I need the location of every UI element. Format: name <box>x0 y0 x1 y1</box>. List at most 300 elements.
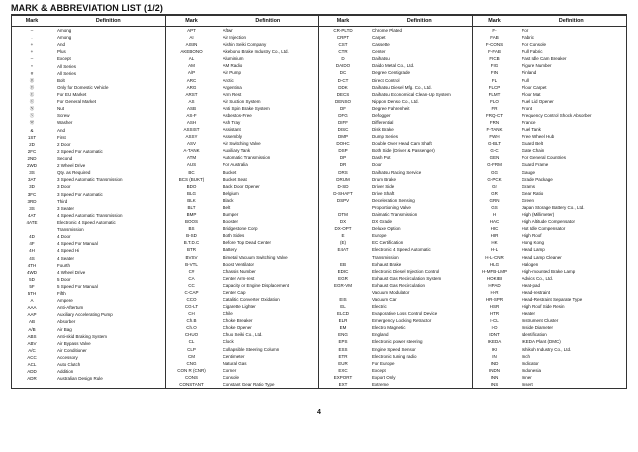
mark-cell: 4TH <box>27 262 37 268</box>
definition-cell: Anti-skid Braking System <box>57 333 108 339</box>
mark-cell: ASH <box>186 120 197 126</box>
mark-cell: HTR <box>489 311 500 317</box>
mark-cell: FLMT <box>488 91 501 97</box>
definition-cell: Assembly <box>222 134 243 140</box>
definition-cell: Free Wheel Hub <box>521 134 555 140</box>
definition-cell: Accessory <box>57 355 78 361</box>
mark-cell: APT <box>187 28 196 33</box>
mark-cell: CST <box>338 42 348 48</box>
mark-cell: DECS <box>336 91 350 97</box>
definition-cell: Bridgestone Corp <box>222 226 258 232</box>
definition-cell: Insert <box>521 381 533 387</box>
definition-cell: 5 Speed For Manual <box>57 283 98 289</box>
mark-cell: GEN <box>489 155 500 161</box>
definition-cell: Among <box>57 28 72 33</box>
definition-cell: Instrument Cluster <box>521 318 559 324</box>
mark-cell: HK <box>491 240 498 246</box>
definition-cell: Front <box>521 105 533 111</box>
definition-cell: Bimetal Vacuum Switching Valve <box>222 254 288 260</box>
definition-cell: For EU Market <box>57 91 87 97</box>
mark-cell <box>319 254 367 261</box>
definition-cell: Grams <box>521 183 535 189</box>
mark-cell: DC <box>339 70 347 76</box>
definition-cell: Ash Tray <box>222 120 241 126</box>
definition-cell: Halogen <box>521 261 539 267</box>
mark-cell: DP <box>339 155 347 161</box>
mark-cell: AAA <box>27 305 37 311</box>
mark-cell: FRQ-CT <box>486 112 503 118</box>
definition-cell: Arctic <box>222 77 234 83</box>
mark-cell: IN <box>492 353 497 359</box>
mark-cell: * <box>31 63 33 69</box>
mark-cell: Ⓓ <box>29 84 35 90</box>
definition-cell: Both Sides <box>222 233 245 239</box>
definition-cell: Among <box>57 35 72 41</box>
mark-cell: CA <box>188 275 195 281</box>
mark-cell: D <box>341 56 345 62</box>
mark-cell: G-PCK <box>487 176 502 182</box>
mark-cell: FICB <box>489 56 500 62</box>
definition-column <box>218 16 319 388</box>
mark-cell: CL <box>188 339 195 345</box>
mark-cell: Ch.B <box>186 318 197 324</box>
mark-cell: BLG <box>186 190 196 196</box>
mark-cell <box>319 289 367 296</box>
definition-cell: Australian Design Rule <box>57 376 103 382</box>
definition-cell: Export Only <box>372 374 396 380</box>
mark-cell: A/B <box>28 326 36 332</box>
definition-cell: Emergency Locking Retractor <box>372 318 432 324</box>
definition-cell: Anti Spin Brake System <box>222 105 270 111</box>
mark-cell: H-MFB-LMP <box>482 268 507 274</box>
definition-cell: Washer <box>57 120 73 126</box>
definition-cell: For Console <box>521 42 547 48</box>
definition-cell: Constant Gear Ratio Type <box>222 381 275 387</box>
definition-cell: High Roof Side Resin <box>521 304 565 310</box>
definition-cell: Air Conditioner <box>57 347 87 353</box>
definition-cell: Fourth <box>57 262 71 268</box>
definition-cell: Fifth <box>57 291 66 297</box>
definition-cell: Aishin Seiki Company <box>222 42 267 48</box>
definition-cell: Bucket <box>222 169 237 175</box>
column-block-2 <box>166 16 320 388</box>
mark-cell: INS <box>490 381 499 387</box>
mark-cell: EPS <box>338 339 348 345</box>
definition-cell: Air Pump <box>222 70 242 76</box>
definition-cell: Centimeter <box>222 353 245 359</box>
definition-cell: Third <box>57 198 68 204</box>
definition-cell: 4 Wheel Drive <box>57 269 86 275</box>
definition-cell: Door <box>372 162 382 168</box>
mark-cell: AI <box>189 35 194 41</box>
mark-cell: 4WD <box>27 269 37 275</box>
definition-cell: Degree Centigrade <box>372 70 411 76</box>
definition-cell: Inside Diameter <box>521 325 554 331</box>
definition-cell: Hot Idle Compensator <box>521 226 566 232</box>
definition-cell: Gear Ratio <box>521 190 544 196</box>
mark-cell: 2D <box>29 141 35 147</box>
definition-cell: Cassette <box>372 42 390 48</box>
definition-cell: Inner <box>521 374 532 380</box>
mark-cell: CHUO <box>184 332 199 338</box>
definition-cell: EC Certification <box>372 240 404 246</box>
mark-cell: ASV <box>186 141 196 147</box>
definition-cell: AM Radio <box>222 63 243 69</box>
mark-cell: CR-PLTD <box>333 28 353 33</box>
mark-cell: – <box>30 56 34 62</box>
mark-cell: C-CAP <box>184 289 199 295</box>
mark-cell: ARST <box>185 91 198 97</box>
mark-cell: HIC <box>490 226 499 232</box>
mark-cell: DAIDO <box>335 63 351 69</box>
definition-cell: Hong Kong <box>521 240 545 246</box>
definition-cell: Fast Idle Cam Breaker <box>521 56 567 62</box>
definition-cell: Daihatsu <box>372 56 390 62</box>
mark-cell: AKEBONO <box>180 49 203 55</box>
definition-cell: Bumper <box>222 212 239 218</box>
column-block-1 <box>12 16 166 388</box>
mark-cell: EL <box>340 304 346 310</box>
definition-cell: Collapsible Steering Column <box>222 346 280 352</box>
mark-cell: HPAD <box>488 282 501 288</box>
definition-cell: 4 Door <box>57 234 71 240</box>
mark-cell: 3FC <box>27 191 37 197</box>
mark-cell: Ⓑ <box>29 77 35 83</box>
mark-cell: GR <box>491 190 498 196</box>
definition-cell: Addition <box>57 369 74 375</box>
mark-cell: – <box>30 28 34 33</box>
mark-cell: Ⓖ <box>29 99 35 105</box>
mark-cell: ENG <box>338 332 348 338</box>
definition-cell: Frequency Control Shock Absorber <box>521 112 592 118</box>
mark-cell: Ⓔ <box>29 91 35 97</box>
mark-cell: EGR <box>338 275 348 281</box>
definition-cell: 5 Door <box>57 276 71 282</box>
mark-cell: AS <box>188 98 195 104</box>
mark-cell: EXPORT <box>333 374 353 380</box>
definition-cell: High Roof <box>521 233 542 239</box>
mark-cell: ASB <box>186 105 196 111</box>
definition-header: Definition <box>218 16 319 27</box>
mark-cell: EUR <box>338 360 348 366</box>
definition-cell: Chassis Number <box>222 268 256 274</box>
mark-cell: CCO <box>186 296 197 302</box>
definition-cell: 2 Speed For Automatic <box>57 148 103 154</box>
definition-cell: Bucket Seat <box>222 176 247 182</box>
definition-cell: Full Fabric <box>521 49 543 55</box>
definition-cell: Engine Speed Sensor <box>372 346 416 352</box>
mark-cell: D-SHAFT <box>333 190 353 196</box>
definition-cell: Exhaust Gas Recirculation <box>372 282 426 288</box>
mark-cell: DSPV <box>336 197 350 203</box>
definition-cell: Fuel Tank <box>521 127 541 133</box>
mark-cell: HOKIBI <box>486 275 503 281</box>
mark-cell: EGR-VM <box>334 282 352 288</box>
mark-column <box>473 16 517 388</box>
definition-cell: Screw <box>57 113 70 119</box>
definition-cell: Anti-Aftertum <box>57 305 84 311</box>
definition-cell: Vacuum Modulator <box>372 289 410 295</box>
definition-cell: Drum Brake <box>372 176 397 182</box>
mark-cell: HLG <box>489 261 500 267</box>
mark-cell: G-BLT <box>488 141 501 147</box>
mark-cell: H-L-CNR <box>485 254 504 260</box>
definition-cell: Except <box>372 367 386 373</box>
mark-cell: 3AT <box>28 177 36 183</box>
mark-cell: GS <box>491 204 498 210</box>
definition-cell: Electronic Diesel Injection Control <box>372 268 440 274</box>
definition-cell: 4 Speed Automatic Transmission <box>57 212 123 218</box>
mark-cell: B-VTL <box>185 261 198 267</box>
mark-cell: 4F <box>29 241 35 247</box>
mark-cell: 3RD <box>27 198 37 204</box>
mark-header: Mark <box>12 16 52 27</box>
mark-cell: EB <box>339 261 346 267</box>
mark-cell: + <box>30 49 34 55</box>
definition-cell: 4 Speed For Manual <box>57 241 98 247</box>
mark-cell: HAC <box>489 219 500 225</box>
definition-cell: 4 Speed Hi <box>57 248 80 254</box>
definition-cell: High-mounted Brake Lamp <box>521 268 576 274</box>
mark-cell: ASSY <box>185 134 198 140</box>
mark-cell: HIR <box>490 233 499 239</box>
mark-cell: CLP <box>187 346 196 352</box>
mark-cell: EM <box>339 325 347 331</box>
definition-cell: For <box>521 28 529 33</box>
mark-cell: EXT <box>338 381 348 387</box>
mark-cell: 4ATE <box>26 219 38 225</box>
definition-cell: Floor Mat <box>521 91 541 97</box>
definition-cell: Fuel Lid Opener <box>521 98 554 104</box>
mark-cell: Gr <box>492 183 497 189</box>
mark-cell: ARG <box>186 84 197 90</box>
mark-cell: Ⓝ <box>29 106 35 112</box>
definition-cell: And <box>57 127 66 133</box>
definition-cell: Akebono Brake Industry Co., Ltd. <box>222 49 289 55</box>
definition-cell: Asbestos-Free <box>222 112 252 118</box>
definition-header: Definition <box>517 16 627 27</box>
definition-cell: France <box>521 120 536 126</box>
mark-cell: H <box>492 212 497 218</box>
mark-cell: BS <box>188 226 195 232</box>
mark-cell: EXC <box>338 367 348 373</box>
mark-cell: 4D <box>29 234 35 240</box>
definition-cell: IKEDA Plant (DMC) <box>521 339 561 345</box>
mark-cell: DX-OPT <box>334 226 352 232</box>
mark-cell: EDIC <box>337 268 349 274</box>
mark-cell: CTR <box>338 49 348 55</box>
definition-cell: Ampere <box>57 298 73 304</box>
mark-cell: DTM <box>338 212 348 218</box>
definition-cell: Belt <box>222 204 231 210</box>
abbreviation-table <box>11 15 627 389</box>
definition-cell: First <box>57 134 66 140</box>
definition-cell: Carpet <box>372 35 386 41</box>
mark-cell: ABS <box>27 333 37 339</box>
definition-cell: Auxiliary Accelerating Pump <box>57 312 113 318</box>
definition-cell: Booster <box>222 219 239 225</box>
definition-cell: Exhaust Brake <box>372 261 402 267</box>
definition-cell: Indicator <box>521 360 539 366</box>
mark-cell: INDN <box>489 367 500 373</box>
definition-cell: Disk Brake <box>372 127 394 133</box>
definition-cell: DX Grade <box>372 219 393 225</box>
mark-cell: IND <box>490 360 499 366</box>
definition-cell: Figure Number <box>521 63 552 69</box>
mark-cell: E4AT <box>337 247 349 253</box>
definition-cell: Daihatsu Racing Service <box>372 169 422 175</box>
definition-cell: For Europe <box>372 360 395 366</box>
mark-cell: CG-LT <box>184 304 199 310</box>
mark-header: Mark <box>166 16 218 27</box>
definition-cell: Capacity or Engine Displacement <box>222 282 290 288</box>
definition-cell: Head-restraint <box>521 289 551 295</box>
mark-cell: AM <box>188 63 195 69</box>
definition-cell: Center <box>372 49 386 55</box>
definition-cell: Differential <box>372 120 394 126</box>
mark-cell: CH <box>188 311 195 317</box>
definition-cell: Electronic power steering <box>372 339 423 345</box>
definition-cell: For General Market <box>57 99 97 105</box>
mark-cell: DENSO <box>334 98 351 104</box>
mark-cell: 3S <box>29 170 35 176</box>
mark-cell: 2FC <box>27 148 37 154</box>
definition-cell: Electric <box>372 304 387 310</box>
definition-cell: Transmission <box>372 254 399 260</box>
mark-cell: AL <box>188 56 195 62</box>
mark-cell <box>12 226 52 233</box>
definition-cell: Defogger <box>372 112 391 118</box>
mark-cell: HSR <box>489 304 500 310</box>
definition-cell: 3 Seater <box>57 205 75 211</box>
mark-cell: F-FAB <box>488 49 501 55</box>
definition-cell: Chuo Seiki Co., Ltd. <box>222 332 263 338</box>
definition-cell: Advics Co., Ltd. <box>521 275 554 281</box>
mark-cell: 3D <box>29 184 35 190</box>
mark-cell: IKEDA <box>487 339 502 345</box>
mark-cell: # <box>30 70 34 76</box>
definition-cell: Full <box>521 77 529 83</box>
definition-cell: Nut <box>57 106 65 112</box>
definition-cell: Air Switching Valve <box>222 141 261 147</box>
definition-cell: Assistant <box>222 127 241 133</box>
definition-cell: Vacuum Car <box>372 296 397 302</box>
column-block-3 <box>319 16 473 388</box>
mark-cell: AAP <box>27 312 37 318</box>
mark-cell: FAB <box>490 35 499 41</box>
mark-cell: CONS <box>184 374 198 380</box>
mark-cell: E <box>341 233 345 239</box>
definition-cell: Natural Gas <box>222 360 247 366</box>
definition-cell: Cigarette Lighter <box>222 304 256 310</box>
mark-cell: Ⓦ <box>29 120 35 126</box>
mark-cell: ATM <box>186 155 197 161</box>
definition-cell: Dump Series <box>372 134 399 140</box>
mark-cell: 2WD <box>27 163 37 169</box>
definition-cell: Drive Shaft <box>372 190 395 196</box>
definition-cell: All Series <box>57 63 77 69</box>
definition-cell: Battery <box>222 247 237 253</box>
mark-cell: GG <box>490 169 498 175</box>
mark-cell: ETR <box>338 353 348 359</box>
definition-cell: Heater <box>521 311 536 317</box>
definition-cell: Air Bag <box>57 326 72 332</box>
mark-cell: FLO <box>490 98 499 104</box>
definition-cell: Driver Side <box>372 183 395 189</box>
mark-cell: ASSIST <box>183 127 200 133</box>
mark-cell: AUS <box>186 162 197 168</box>
mark-cell: A/C <box>28 347 36 353</box>
definition-cell: All Series <box>57 70 77 76</box>
mark-cell: HR-SPR <box>485 296 504 302</box>
definition-cell: 2 Door <box>57 141 71 147</box>
mark-cell: BTR <box>187 247 196 253</box>
mark-cell: 4S <box>29 255 35 261</box>
definition-cell: Auto Clutch <box>57 362 81 368</box>
page-title: MARK & ABBREVIATION LIST (1/2) <box>11 3 164 13</box>
definition-cell: Guard Frame <box>521 162 549 168</box>
definition-cell: Gauge <box>521 169 536 175</box>
definition-cell: Only for Domestic Vehicle <box>57 84 109 90</box>
mark-cell: ESS <box>338 346 348 352</box>
definition-cell: 3 Speed Automatic Transmission <box>57 177 123 183</box>
mark-cell: CC <box>188 282 195 288</box>
mark-cell: ELR <box>338 318 348 324</box>
definition-cell: Head-Restraint Separate Type <box>521 296 583 302</box>
mark-cell: IDNT <box>489 332 500 338</box>
definition-cell: For General Countries <box>521 155 567 161</box>
definition-column <box>517 16 627 388</box>
definition-cell: Electronic 4 Speed Automatic <box>57 219 116 225</box>
mark-cell: & <box>30 127 34 133</box>
mark-cell: F-CONS <box>485 42 504 48</box>
definition-cell: Choke Breaker <box>222 318 253 324</box>
mark-cell: D-CT <box>337 77 349 83</box>
mark-cell: CRPT <box>336 35 350 41</box>
mark-cell: BLK <box>187 197 196 203</box>
mark-cell: DRS <box>338 169 348 175</box>
mark-cell: FRN <box>489 120 500 126</box>
mark-cell: CONSTANT <box>179 381 204 387</box>
definition-cell: 3 Speed For Automatic <box>57 191 103 197</box>
definition-cell: England <box>372 332 389 338</box>
mark-cell: F-TANK <box>486 127 503 133</box>
mark-cell: FIG <box>490 63 499 69</box>
mark-cell: DSP <box>338 148 348 154</box>
definition-cell: Identification <box>521 332 547 338</box>
definition-cell: Before Top Dead Center <box>222 240 271 246</box>
mark-cell: 5D <box>29 276 35 282</box>
mark-cell: BCS (BUKT) <box>178 176 205 182</box>
mark-cell: 4AT <box>28 212 36 218</box>
definition-cell: Boost Ventilator <box>222 261 255 267</box>
definition-header: Definition <box>367 16 472 27</box>
mark-cell: + <box>30 42 34 48</box>
definition-cell: Finland <box>521 70 537 76</box>
mark-cell: BVSV <box>185 254 198 260</box>
definition-column <box>367 16 472 388</box>
definition-cell: Chile <box>222 311 233 317</box>
mark-cell: CNG <box>186 360 197 366</box>
mark-cell: IKI <box>491 346 498 352</box>
definition-cell: Plus <box>57 49 66 55</box>
column-block-4 <box>473 16 627 388</box>
mark-cell <box>319 204 367 211</box>
mark-cell: 4H <box>29 248 35 254</box>
mark-cell: DX <box>339 219 347 225</box>
mark-cell: I-D <box>491 325 498 331</box>
definition-cell: Japan Storage Battery Co., Ltd. <box>521 204 585 210</box>
